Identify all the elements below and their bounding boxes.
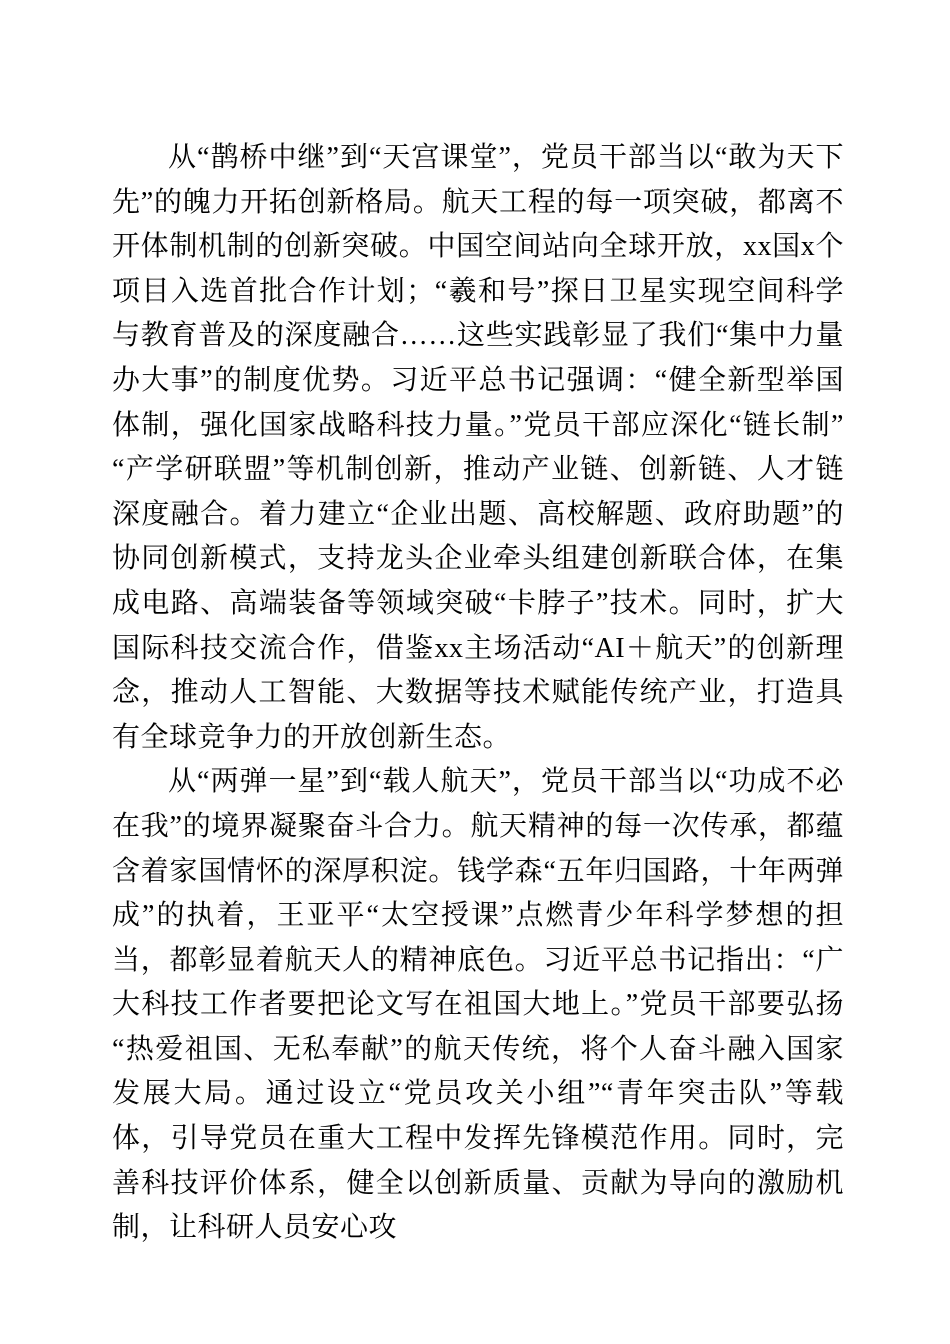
paragraph-innovation: 从“鹊桥中继”到“天宫课堂”，党员干部当以“敢为天下先”的魄力开拓创新格局。航天工程的每一项突破，都离不开体制机制的创新突破。中国空间站向全球开放，xx国x个项目入选首批合作计划；“羲和号”探日卫星实现空间科学与教育普及的深度融合……这些实践彰显了我们“集中力量办大事”的制度优势。习近平总书记强调：“健全新型举国体制，强化国家战略科技力量。”党员干部应深化“链长制”“产学研联盟”等机制创新，推动产业链、创新链、人才链深度融合。着力建立“企业出题、高校解题、政府助题”的协同创新模式，支持龙头企业牵头组建创新联合体，在集成电路、高端装备等领域突破“卡脖子”技术。同时，扩大国际科技交流合作，借鉴xx主场活动“AI＋航天”的创新理念，推动人工智能、大数据等技术赋能传统产业，打造具有全球竞争力的开放创新生态。 [112,142,844,753]
document-body [112,136,844,1251]
paragraph-spirit: 从“两弹一星”到“载人航天”，党员干部当以“功成不必在我”的境界凝聚奋斗合力。航天精神的每一次传承，都蕴含着家国情怀的深厚积淀。钱学森“五年归国路，十年两弹成”的执着，王亚平“太空授课”点燃青少年科学梦想的担当，都彰显着航天人的精神底色。习近平总书记指出：“广大科技工作者要把论文写在祖国大地上。”党员干部要弘扬“热爱祖国、无私奉献”的航天传统，将个人奋斗融入国家发展大局。通过设立“党员攻关小组”“青年突击队”等载体，引导党员在重大工程中发挥先锋模范作用。同时，完善科技评价体系，健全以创新质量、贡献为导向的激励机制，让科研人员安心攻 [112,766,844,1244]
